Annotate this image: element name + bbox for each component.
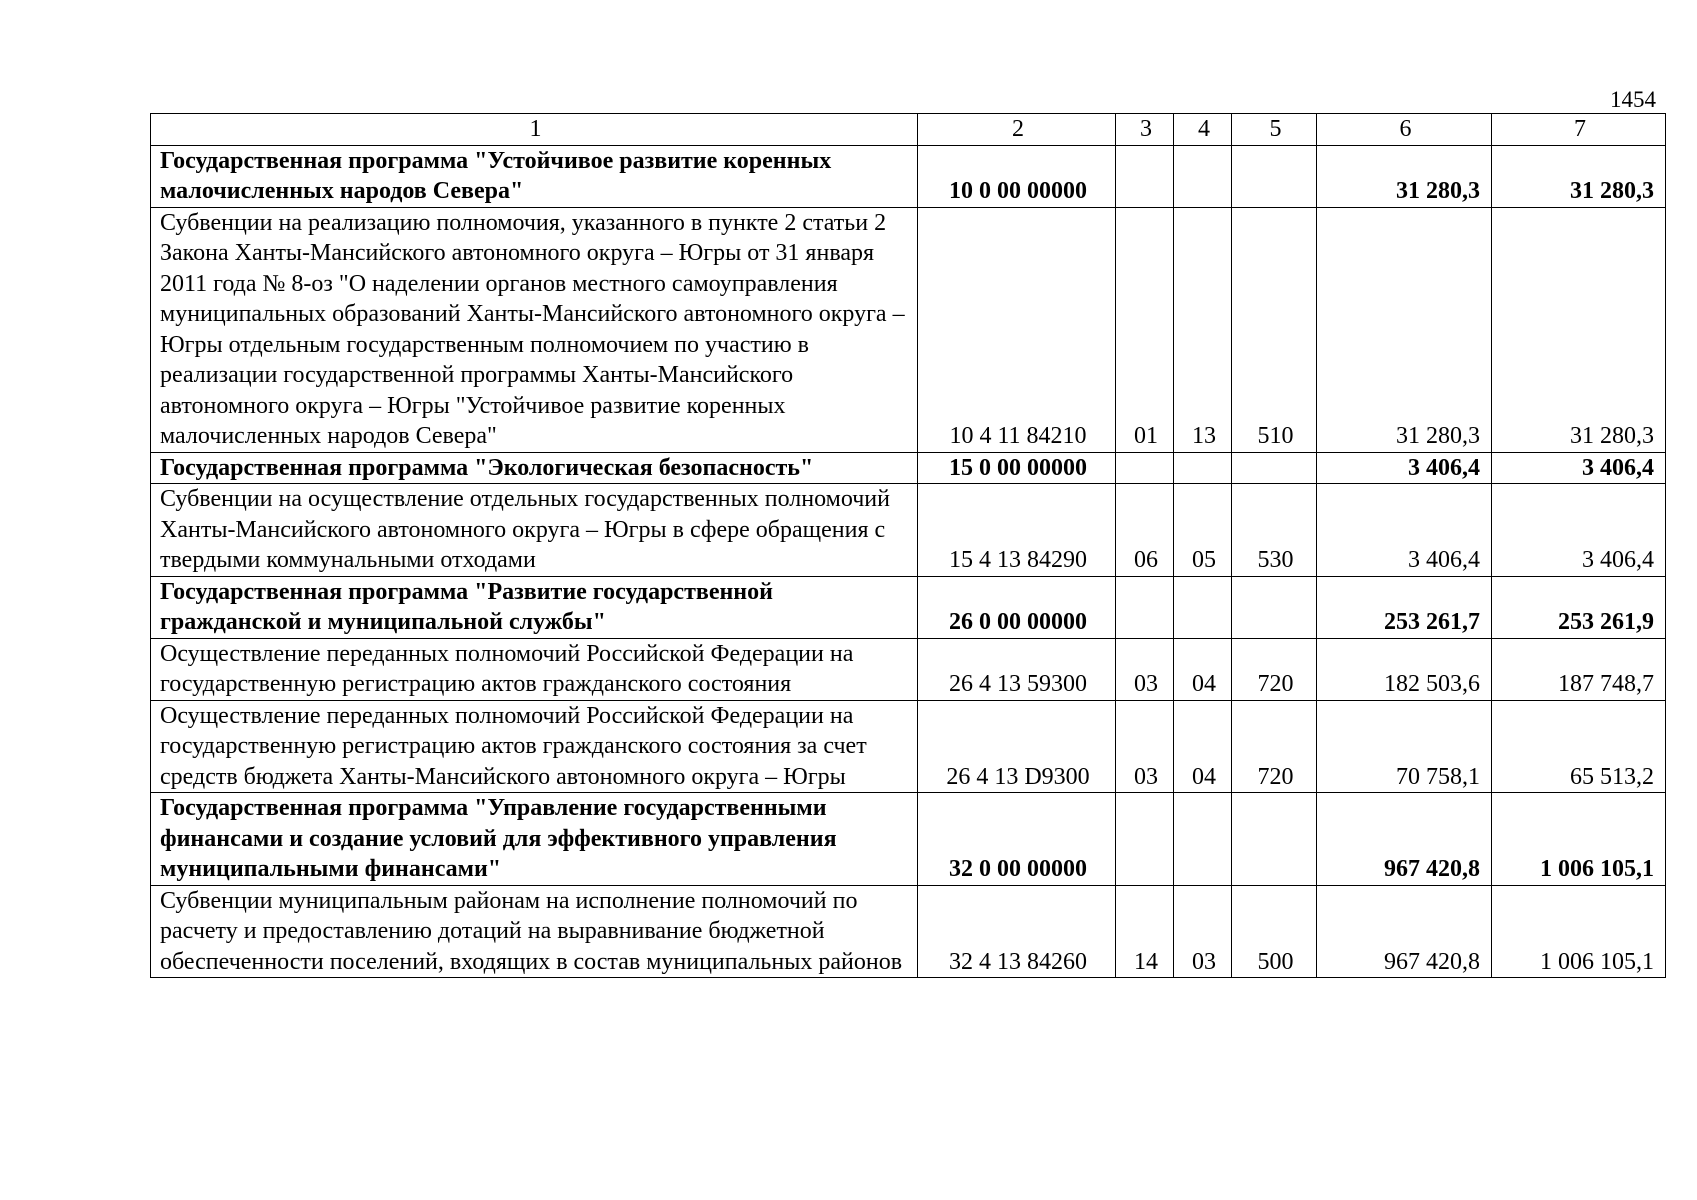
row-csr-code: 26 0 00 00000 bbox=[918, 576, 1116, 638]
row-csr-code: 15 4 13 84290 bbox=[918, 484, 1116, 577]
row-sum-col6: 253 261,7 bbox=[1317, 576, 1492, 638]
row-sum-col7: 65 513,2 bbox=[1492, 700, 1666, 793]
row-name: Субвенции муниципальным районам на исполнение полномочий по расчету и предоставлению дотаций на выравнивание бюджетной обеспеченности поселений, входящих в состав муниципальных районов bbox=[151, 885, 918, 978]
row-sum-col6: 967 420,8 bbox=[1317, 793, 1492, 886]
row-expense-type: 500 bbox=[1232, 885, 1317, 978]
row-sum-col6: 3 406,4 bbox=[1317, 452, 1492, 484]
item-row bbox=[151, 638, 1666, 700]
row-section bbox=[1116, 452, 1174, 484]
row-expense-type bbox=[1232, 793, 1317, 886]
row-sum-col6: 967 420,8 bbox=[1317, 885, 1492, 978]
row-sum-col6: 70 758,1 bbox=[1317, 700, 1492, 793]
row-csr-code: 10 0 00 00000 bbox=[918, 145, 1116, 207]
row-csr-code: 32 0 00 00000 bbox=[918, 793, 1116, 886]
row-expense-type: 510 bbox=[1232, 207, 1317, 452]
row-subsection bbox=[1174, 576, 1232, 638]
row-section: 01 bbox=[1116, 207, 1174, 452]
row-sum-col7: 31 280,3 bbox=[1492, 145, 1666, 207]
column-header: 7 bbox=[1492, 114, 1666, 146]
row-csr-code: 10 4 11 84210 bbox=[918, 207, 1116, 452]
row-section bbox=[1116, 793, 1174, 886]
program-row bbox=[151, 793, 1666, 886]
row-expense-type: 720 bbox=[1232, 638, 1317, 700]
row-name: Государственная программа "Управление государственными финансами и создание условий для эффективного управления муниципальными финансами" bbox=[151, 793, 918, 886]
row-section: 14 bbox=[1116, 885, 1174, 978]
item-row bbox=[151, 484, 1666, 577]
row-name: Государственная программа "Экологическая безопасность" bbox=[151, 452, 918, 484]
table-header-row bbox=[151, 114, 1666, 146]
column-header: 6 bbox=[1317, 114, 1492, 146]
row-sum-col6: 3 406,4 bbox=[1317, 484, 1492, 577]
row-expense-type bbox=[1232, 576, 1317, 638]
row-expense-type: 530 bbox=[1232, 484, 1317, 577]
row-section bbox=[1116, 145, 1174, 207]
row-subsection: 04 bbox=[1174, 638, 1232, 700]
row-section: 03 bbox=[1116, 638, 1174, 700]
item-row bbox=[151, 700, 1666, 793]
row-csr-code: 32 4 13 84260 bbox=[918, 885, 1116, 978]
row-name: Осуществление переданных полномочий Российской Федерации на государственную регистрацию актов гражданского состояния bbox=[151, 638, 918, 700]
program-row bbox=[151, 145, 1666, 207]
row-sum-col6: 31 280,3 bbox=[1317, 145, 1492, 207]
program-row bbox=[151, 576, 1666, 638]
budget-table bbox=[150, 113, 1666, 978]
item-row bbox=[151, 885, 1666, 978]
row-sum-col7: 1 006 105,1 bbox=[1492, 885, 1666, 978]
row-section: 03 bbox=[1116, 700, 1174, 793]
row-sum-col7: 3 406,4 bbox=[1492, 484, 1666, 577]
row-csr-code: 15 0 00 00000 bbox=[918, 452, 1116, 484]
row-subsection bbox=[1174, 145, 1232, 207]
column-header: 2 bbox=[918, 114, 1116, 146]
column-header: 3 bbox=[1116, 114, 1174, 146]
row-subsection: 03 bbox=[1174, 885, 1232, 978]
row-subsection bbox=[1174, 452, 1232, 484]
column-header: 5 bbox=[1232, 114, 1317, 146]
item-row bbox=[151, 207, 1666, 452]
row-csr-code: 26 4 13 D9300 bbox=[918, 700, 1116, 793]
row-expense-type bbox=[1232, 145, 1317, 207]
column-header: 1 bbox=[151, 114, 918, 146]
row-expense-type bbox=[1232, 452, 1317, 484]
row-sum-col6: 31 280,3 bbox=[1317, 207, 1492, 452]
row-name: Государственная программа "Устойчивое развитие коренных малочисленных народов Севера" bbox=[151, 145, 918, 207]
row-sum-col7: 253 261,9 bbox=[1492, 576, 1666, 638]
page-number: 1454 bbox=[1610, 87, 1656, 112]
row-subsection: 05 bbox=[1174, 484, 1232, 577]
row-sum-col7: 3 406,4 bbox=[1492, 452, 1666, 484]
row-sum-col7: 31 280,3 bbox=[1492, 207, 1666, 452]
row-name: Субвенции на реализацию полномочия, указанного в пункте 2 статьи 2 Закона Ханты-Мансийского автономного округа – Югры от 31 января 2011 года № 8-оз "О наделении органов местного самоуправления муниципальных образований Ханты-Мансийского автономного округа – Югры отдельным государственным полномочием по участию в реализации государственной программы Ханты-Мансийского автономного округа – Югры "Устойчивое развитие коренных малочисленных народов Севера" bbox=[151, 207, 918, 452]
row-name: Субвенции на осуществление отдельных государственных полномочий Ханты-Мансийского автономного округа – Югры в сфере обращения с твердыми коммунальными отходами bbox=[151, 484, 918, 577]
program-row bbox=[151, 452, 1666, 484]
row-subsection: 13 bbox=[1174, 207, 1232, 452]
row-section: 06 bbox=[1116, 484, 1174, 577]
row-sum-col6: 182 503,6 bbox=[1317, 638, 1492, 700]
row-subsection: 04 bbox=[1174, 700, 1232, 793]
row-section bbox=[1116, 576, 1174, 638]
row-expense-type: 720 bbox=[1232, 700, 1317, 793]
row-sum-col7: 1 006 105,1 bbox=[1492, 793, 1666, 886]
column-header: 4 bbox=[1174, 114, 1232, 146]
row-sum-col7: 187 748,7 bbox=[1492, 638, 1666, 700]
row-subsection bbox=[1174, 793, 1232, 886]
row-csr-code: 26 4 13 59300 bbox=[918, 638, 1116, 700]
row-name: Осуществление переданных полномочий Российской Федерации на государственную регистрацию актов гражданского состояния за счет средств бюджета Ханты-Мансийского автономного округа – Югры bbox=[151, 700, 918, 793]
row-name: Государственная программа "Развитие государственной гражданской и муниципальной службы" bbox=[151, 576, 918, 638]
